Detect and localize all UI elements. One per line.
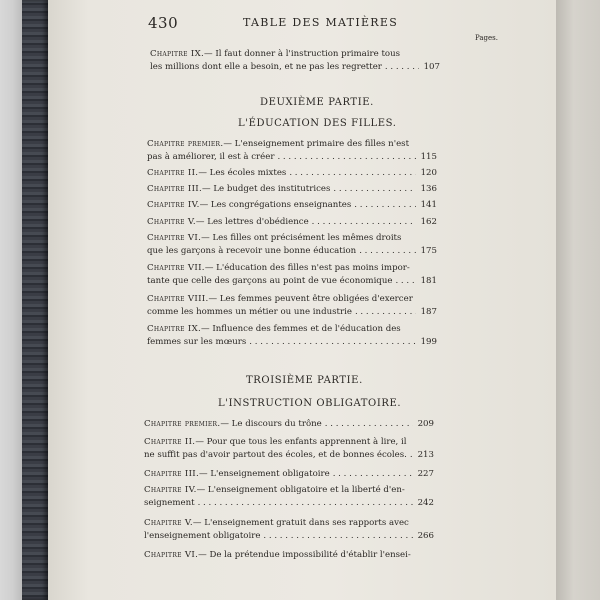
- entry-title-text: — L'éducation des filles n'est pas moins impor-: [204, 263, 410, 273]
- chapter-label: Chapitre premier.: [144, 419, 221, 429]
- entry-title-text: — L'enseignement obligatoire et la liberté d'en-: [196, 485, 405, 495]
- entry-title-text: — Les femmes peuvent être obligées d'exercer: [208, 294, 413, 304]
- background-surface: [0, 0, 22, 600]
- entry-title-text: — De la prétendue impossibilité d'établir l'ensei-: [198, 550, 411, 560]
- toc-entry-line: [144, 484, 434, 497]
- chapter-label: Chapitre VII.: [147, 263, 205, 273]
- page-reference: 187: [420, 307, 437, 317]
- entry-title-text: ne suffit pas d'avoir partout des écoles, et de bonnes écoles.: [144, 450, 407, 460]
- leader-dots: [325, 418, 413, 431]
- chapter-label: Chapitre V.: [144, 518, 193, 528]
- leader-dots: [359, 245, 416, 258]
- entry-title-text: pas à améliorer, il est à créer: [147, 152, 275, 162]
- leader-dots: [277, 151, 416, 164]
- entry-title-text: — Il faut donner à l'instruction primaire tous: [204, 49, 401, 59]
- page-reference: 141: [420, 200, 437, 210]
- leader-dots: [333, 468, 413, 481]
- page-reference: 107: [423, 62, 440, 72]
- toc-entry-line: [147, 323, 437, 336]
- book-spine: [22, 0, 48, 600]
- chapter-label: Chapitre III.: [147, 184, 202, 194]
- toc-entry-line: [147, 262, 437, 275]
- leader-dots: [395, 275, 416, 288]
- toc-entry-line: [147, 336, 437, 349]
- toc-entry: [147, 199, 437, 212]
- leader-dots: [312, 216, 416, 229]
- running-title: TABLE DES MATIÈRES: [243, 16, 399, 29]
- entry-title-text: — Le discours du trône: [220, 419, 322, 429]
- toc-entry: [147, 216, 437, 229]
- chapter-label: Chapitre VIII.: [147, 294, 209, 304]
- chapter-label: Chapitre IV.: [147, 200, 200, 210]
- entry-title-text: — L'enseignement primaire des filles n'est: [223, 139, 410, 149]
- page-reference: 199: [420, 337, 437, 347]
- page-reference: 115: [420, 152, 437, 162]
- page-reference: 242: [417, 498, 434, 508]
- chapter-label: Chapitre premier.: [147, 139, 224, 149]
- toc-entry-line: [147, 293, 437, 306]
- entry-title-text: femmes sur les mœurs: [147, 337, 247, 347]
- toc-entry-line: [147, 275, 437, 288]
- page-reference: 175: [420, 246, 437, 256]
- toc-entry-line: [147, 151, 437, 164]
- chapter-label: Chapitre IX.: [150, 49, 205, 59]
- leader-dots: [198, 497, 413, 510]
- page-number: 430: [148, 14, 179, 32]
- leader-dots: [289, 167, 416, 180]
- page-reference: 181: [420, 276, 437, 286]
- entry-title-text: l'enseignement obligatoire: [144, 531, 261, 541]
- toc-entry-line: [144, 517, 434, 530]
- entry-title-text: seignement: [144, 498, 195, 508]
- part-title: TROISIÈME PARTIE.: [246, 375, 363, 386]
- page-reference: 266: [417, 531, 434, 541]
- toc-entry: [144, 436, 434, 462]
- toc-entry-line: [147, 245, 437, 258]
- toc-entry-line: [147, 183, 437, 196]
- entry-title-text: — Les écoles mixtes: [198, 168, 287, 178]
- adjacent-page-edge: [556, 0, 600, 600]
- toc-entry-line: [150, 61, 440, 74]
- toc-entry-line: [144, 418, 434, 431]
- toc-entry-line: [147, 138, 437, 151]
- toc-entry-line: [144, 549, 434, 562]
- chapter-label: Chapitre VI.: [147, 233, 202, 243]
- toc-entry: [150, 48, 440, 74]
- toc-entry: [144, 549, 434, 562]
- toc-entry: [144, 517, 434, 543]
- entry-title-text: — Les lettres d'obédience: [195, 217, 309, 227]
- toc-entry: [147, 138, 437, 164]
- page-reference: 209: [417, 419, 434, 429]
- entry-title-text: — Pour que tous les enfants apprennent à lire, il: [195, 437, 407, 447]
- toc-entry: [144, 418, 434, 431]
- chapter-label: Chapitre IV.: [144, 485, 197, 495]
- toc-entry: [147, 293, 437, 319]
- toc-entry-line: [147, 199, 437, 212]
- toc-entry: [147, 323, 437, 349]
- chapter-label: Chapitre IX.: [147, 324, 202, 334]
- leader-dots: [249, 336, 416, 349]
- toc-entry-line: [150, 48, 440, 61]
- section-title: L'ÉDUCATION DES FILLES.: [238, 118, 397, 129]
- page-header: [148, 14, 508, 42]
- toc-entry-line: [144, 530, 434, 543]
- entry-title-text: — Le budget des institutrices: [202, 184, 331, 194]
- section-title: L'INSTRUCTION OBLIGATOIRE.: [218, 398, 402, 409]
- page-reference: 162: [420, 217, 437, 227]
- part-title: DEUXIÈME PARTIE.: [260, 97, 374, 108]
- toc-entry-line: [147, 216, 437, 229]
- entry-title-text: — L'enseignement gratuit dans ses rapports avec: [192, 518, 409, 528]
- page-reference: 120: [420, 168, 437, 178]
- leader-dots: [385, 61, 419, 74]
- toc-entry-line: [144, 468, 434, 481]
- toc-entry: [144, 468, 434, 481]
- toc-entry: [144, 484, 434, 510]
- toc-entry-line: [144, 436, 434, 449]
- entry-title-text: tante que celle des garçons au point de vue économique: [147, 276, 393, 286]
- chapter-label: Chapitre V.: [147, 217, 196, 227]
- entry-title-text: — Les filles ont précisément les mêmes droits: [201, 233, 402, 243]
- entry-title-text: — Les congrégations enseignantes: [199, 200, 352, 210]
- entry-title-text: que les garçons à recevoir une bonne éducation: [147, 246, 357, 256]
- chapter-label: Chapitre III.: [144, 469, 199, 479]
- leader-dots: [410, 449, 413, 462]
- toc-entry: [147, 262, 437, 288]
- leader-dots: [354, 199, 416, 212]
- toc-entry-line: [147, 232, 437, 245]
- entry-title-text: — L'enseignement obligatoire: [199, 469, 330, 479]
- entry-title-text: les millions dont elle a besoin, et ne pas les regretter: [150, 62, 382, 72]
- toc-entry-line: [147, 167, 437, 180]
- entry-title-text: — Influence des femmes et de l'éducation des: [201, 324, 401, 334]
- page-reference: 227: [417, 469, 434, 479]
- book-page: [48, 0, 556, 600]
- pages-column-label: Pages.: [474, 34, 498, 42]
- leader-dots: [263, 530, 413, 543]
- toc-entry: [147, 232, 437, 258]
- leader-dots: [355, 306, 416, 319]
- entry-title-text: comme les hommes un métier ou une industrie: [147, 307, 352, 317]
- page-reference: 136: [420, 184, 437, 194]
- toc-entry: [147, 183, 437, 196]
- toc-entry-line: [147, 306, 437, 319]
- toc-entry-line: [144, 449, 434, 462]
- chapter-label: Chapitre II.: [144, 437, 196, 447]
- chapter-label: Chapitre VI.: [144, 550, 199, 560]
- page-reference: 213: [417, 450, 434, 460]
- chapter-label: Chapitre II.: [147, 168, 199, 178]
- leader-dots: [333, 183, 416, 196]
- toc-entry: [147, 167, 437, 180]
- toc-entry-line: [144, 497, 434, 510]
